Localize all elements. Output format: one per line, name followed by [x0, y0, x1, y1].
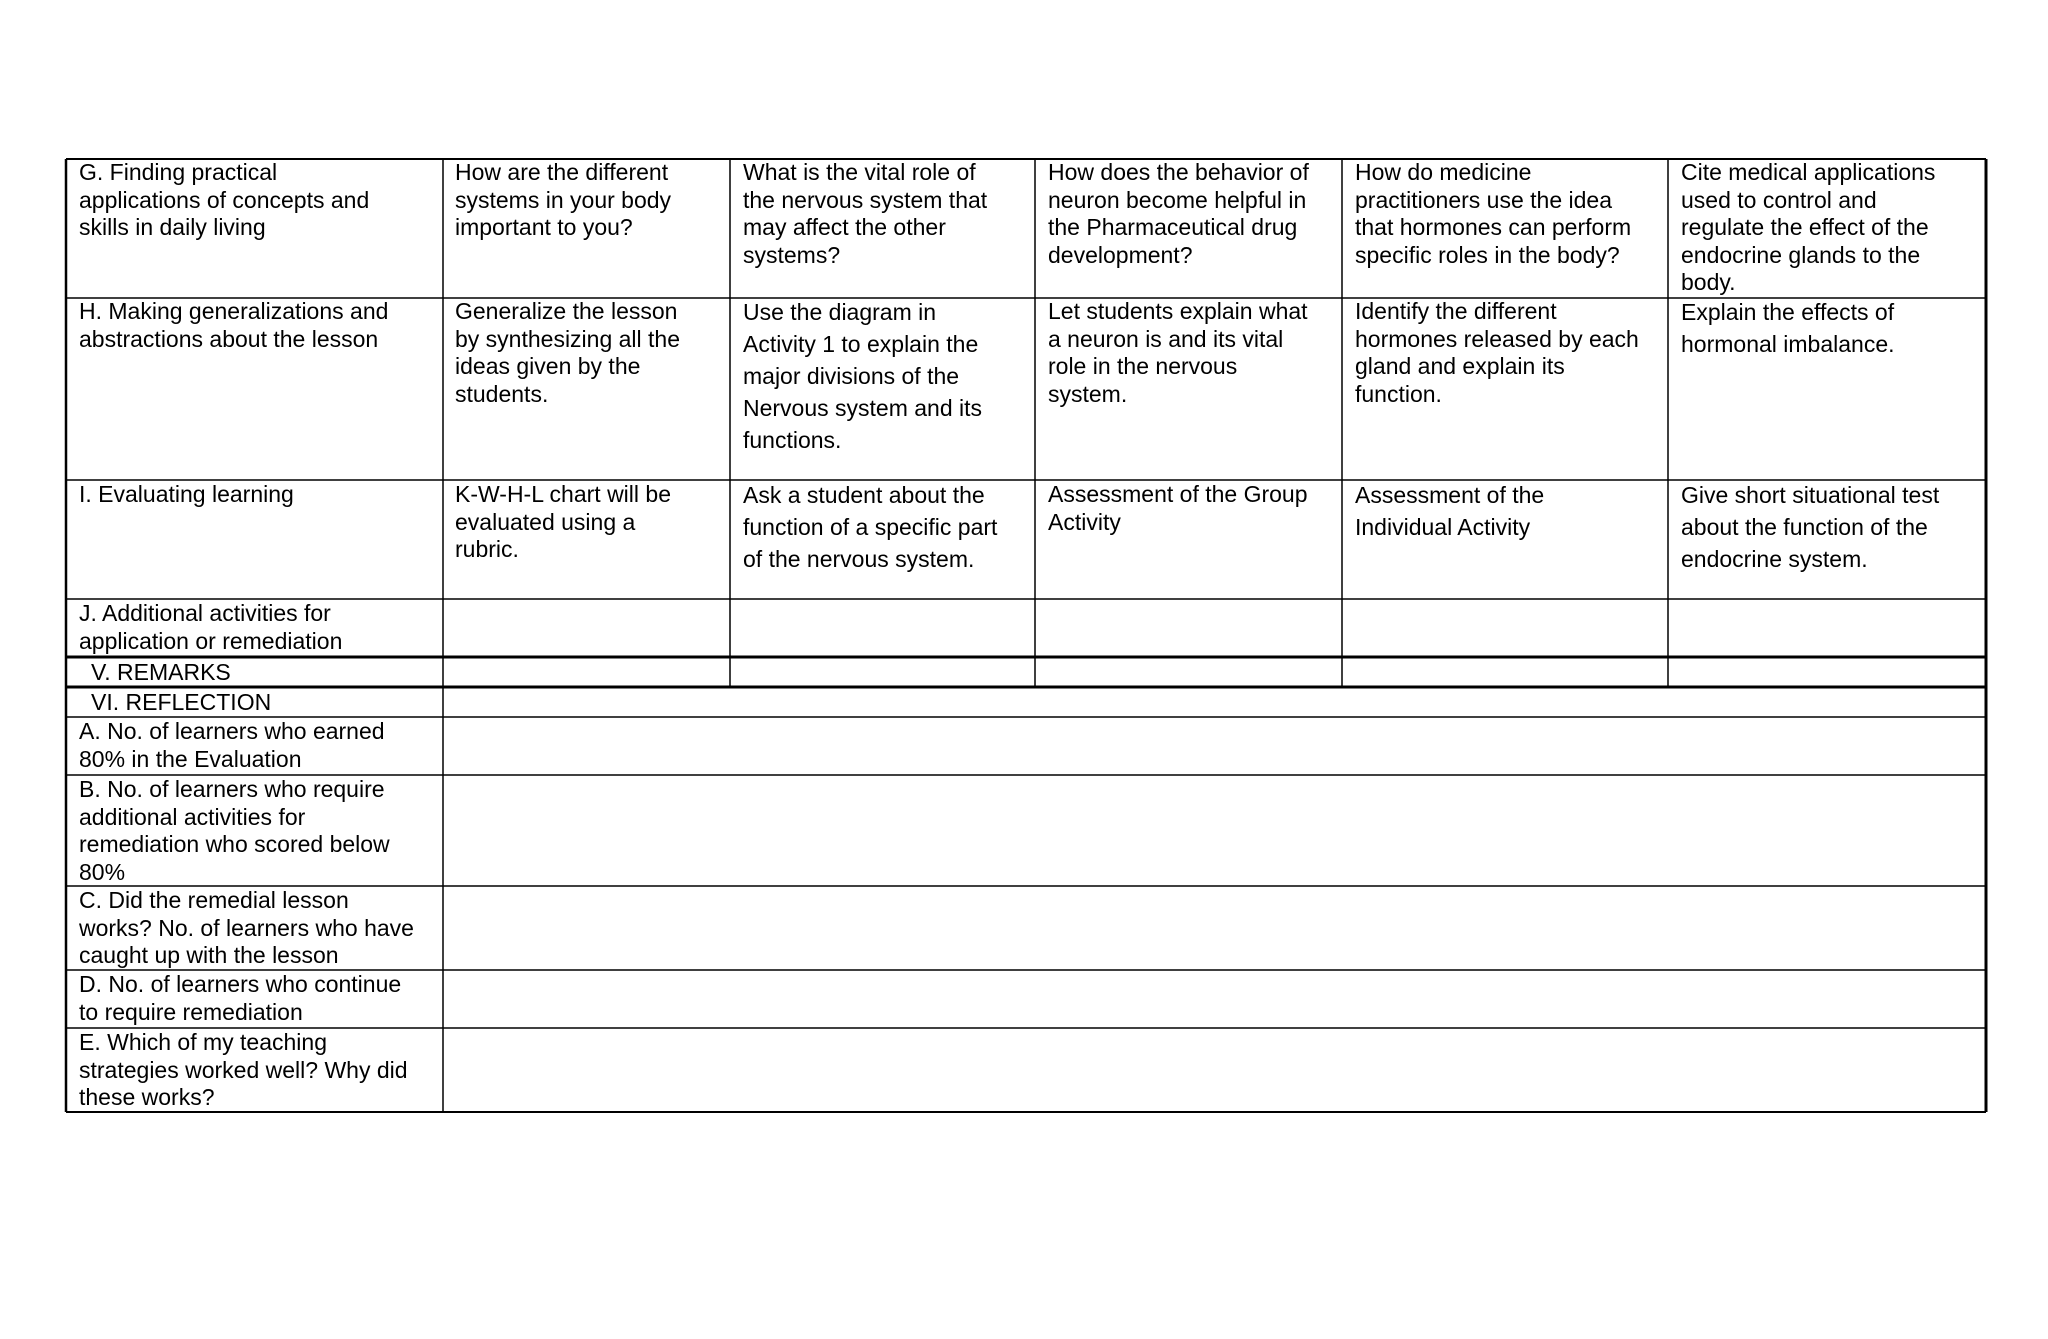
row-g-day-2: What is the vital role of the nervous system that may affect the other systems?	[743, 159, 988, 268]
reflection-item-c: C. Did the remedial lesson works? No. of learners who have caught up with the lesson	[79, 887, 414, 968]
section-remarks-heading: V. REMARKS	[91, 659, 231, 685]
row-h-day-2: Use the diagram in Activity 1 to explain the major divisions of the Nervous system and its functions.	[743, 299, 983, 453]
row-i-day-4: Assessment of the Individual Activity	[1355, 482, 1545, 540]
section-reflection-heading: VI. REFLECTION	[91, 689, 272, 715]
row-h-label: H. Making generalizations and abstractions about the lesson	[79, 298, 389, 352]
row-i-day-3: Assessment of the Group Activity	[1048, 481, 1308, 535]
row-g-day-4: How do medicine practitioners use the idea that hormones can perform specific roles in the body?	[1355, 159, 1632, 268]
row-g-day-5: Cite medical applications used to control and regulate the effect of the endocrine glands to the body.	[1681, 159, 1936, 295]
row-i-day-2: Ask a student about the function of a specific part of the nervous system.	[743, 482, 998, 572]
row-h-day-3: Let students explain what a neuron is and its vital role in the nervous system.	[1048, 298, 1308, 407]
row-h-day-4: Identify the different hormones released by each gland and explain its function.	[1355, 298, 1639, 407]
row-i-day-5: Give short situational test about the function of the endocrine system.	[1681, 482, 1940, 572]
row-g-label: G. Finding practical applications of concepts and skills in daily living	[79, 159, 370, 240]
row-i-label: I. Evaluating learning	[79, 481, 294, 507]
reflection-item-e: E. Which of my teaching strategies worked well? Why did these works?	[79, 1029, 408, 1110]
row-h-day-1: Generalize the lesson by synthesizing all the ideas given by the students.	[455, 298, 681, 407]
row-j-label: J. Additional activities for application or remediation	[79, 600, 343, 654]
reflection-item-d: D. No. of learners who continue to require remediation	[79, 971, 402, 1025]
row-g-day-3: How does the behavior of neuron become helpful in the Pharmaceutical drug development?	[1048, 159, 1309, 268]
reflection-item-b: B. No. of learners who require additional activities for remediation who scored below 80%	[79, 776, 390, 885]
row-g-day-1: How are the different systems in your body important to you?	[455, 159, 672, 240]
row-i-day-1: K-W-H-L chart will be evaluated using a rubric.	[455, 481, 671, 562]
row-h-day-5: Explain the effects of hormonal imbalance.	[1681, 299, 1895, 357]
reflection-item-a: A. No. of learners who earned 80% in the Evaluation	[79, 718, 385, 772]
